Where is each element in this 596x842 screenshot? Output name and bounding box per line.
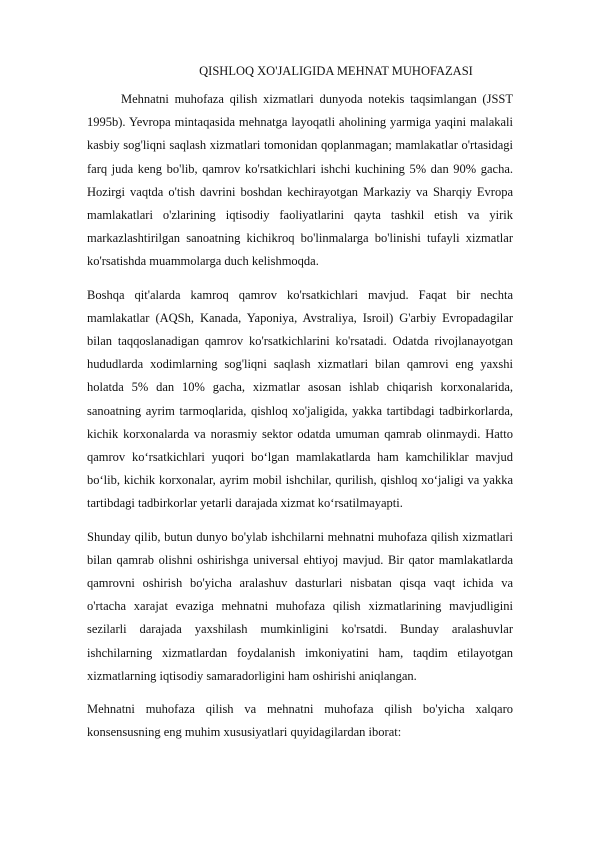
document-body: [87, 63, 513, 754]
paragraph-1: Mehnatni muhofaza qilish xizmatlari dunyoda notekis taqsimlangan (JSST 1995b). Yevropa mintaqasida mehnatga layoqatli aholining yarmiga yaqini malakali kasbiy sog'liqni saqlash xizmatlari tomonidan qoplanmagan; mamlakatlar o'rtasidagi farq juda keng bo'lib, qamrov ko'rsatkichlari ishchi kuchining 5% dan 90% gacha. Hozirgi vaqtda o'tish davrini boshdan kechirayotgan Markaziy va Sharqiy Evropa mamlakatlari o'zlarining iqtisodiy faoliyatlarini qayta tashkil etish va yirik markazlashtirilgan sanoatning kichikroq bo'linmalarga bo'linishi tufayli xizmatlar ko'rsatishda muammolarga duch kelishmoqda.: [87, 92, 513, 269]
paragraph-4: Mehnatni muhofaza qilish va mehnatni muhofaza qilish bo'yicha xalqaro konsensusning eng muhim xususiyatlari quyidagilardan iborat:: [87, 702, 513, 740]
paragraph-3: Shunday qilib, butun dunyo bo'ylab ishchilarni mehnatni muhofaza qilish xizmatlari bilan qamrab olishni oshirishga universal ehtiyoj mavjud. Bir qator mamlakatlarda qamrovni oshirish bo'yicha aralashuv dasturlari nisbatan qisqa vaqt ichida va o'rtacha xarajat evaziga mehnatni muhofaza qilish xizmatlarining mavjudligini sezilarli darajada yaxshilash mumkinligini ko'rsatdi. Bunday aralashuvlar ishchilarning xizmatlardan foydalanish imkoniyatini ham, taqdim etilayotgan xizmatlarning iqtisodiy samaradorligini ham oshirishi aniqlangan.: [87, 529, 513, 683]
document-title: QISHLOQ XO'JALIGIDA MEHNAT MUHOFAZASI: [199, 64, 473, 78]
paragraph-2: Boshqa qit'alarda kamroq qamrov ko'rsatkichlari mavjud. Faqat bir nechta mamlakatlar (AQSh, Kanada, Yaponiya, Avstraliya, Isroil) G'arbiy Evropadagilar bilan taqqoslanadigan qamrov ko'rsatkichlarini ko'rsatadi. Odatda rivojlanayotgan hududlarda xodimlarning sog'liqni saqlash xizmatlari bilan qamrovi eng yaxshi holatda 5% dan 10% gacha, xizmatlar asosan ishlab chiqarish korxonalarida, sanoatning ayrim tarmoqlarida, qishloq xo'jaligida, yakka tartibdagi tadbirkorlarda, kichik korxonalarda va norasmiy sektor odatda umuman qamrab olinmaydi. Hatto qamrov ko‘rsatkichlari yuqori bo‘lgan mamlakatlarda ham kamchiliklar mavjud bo‘lib, kichik korxonalar, ayrim mobil ishchilar, qurilish, qishloq xo‘jaligi va yakka tartibdagi tadbirkorlar yetarli darajada xizmat ko‘rsatilmayapti.: [87, 287, 513, 511]
